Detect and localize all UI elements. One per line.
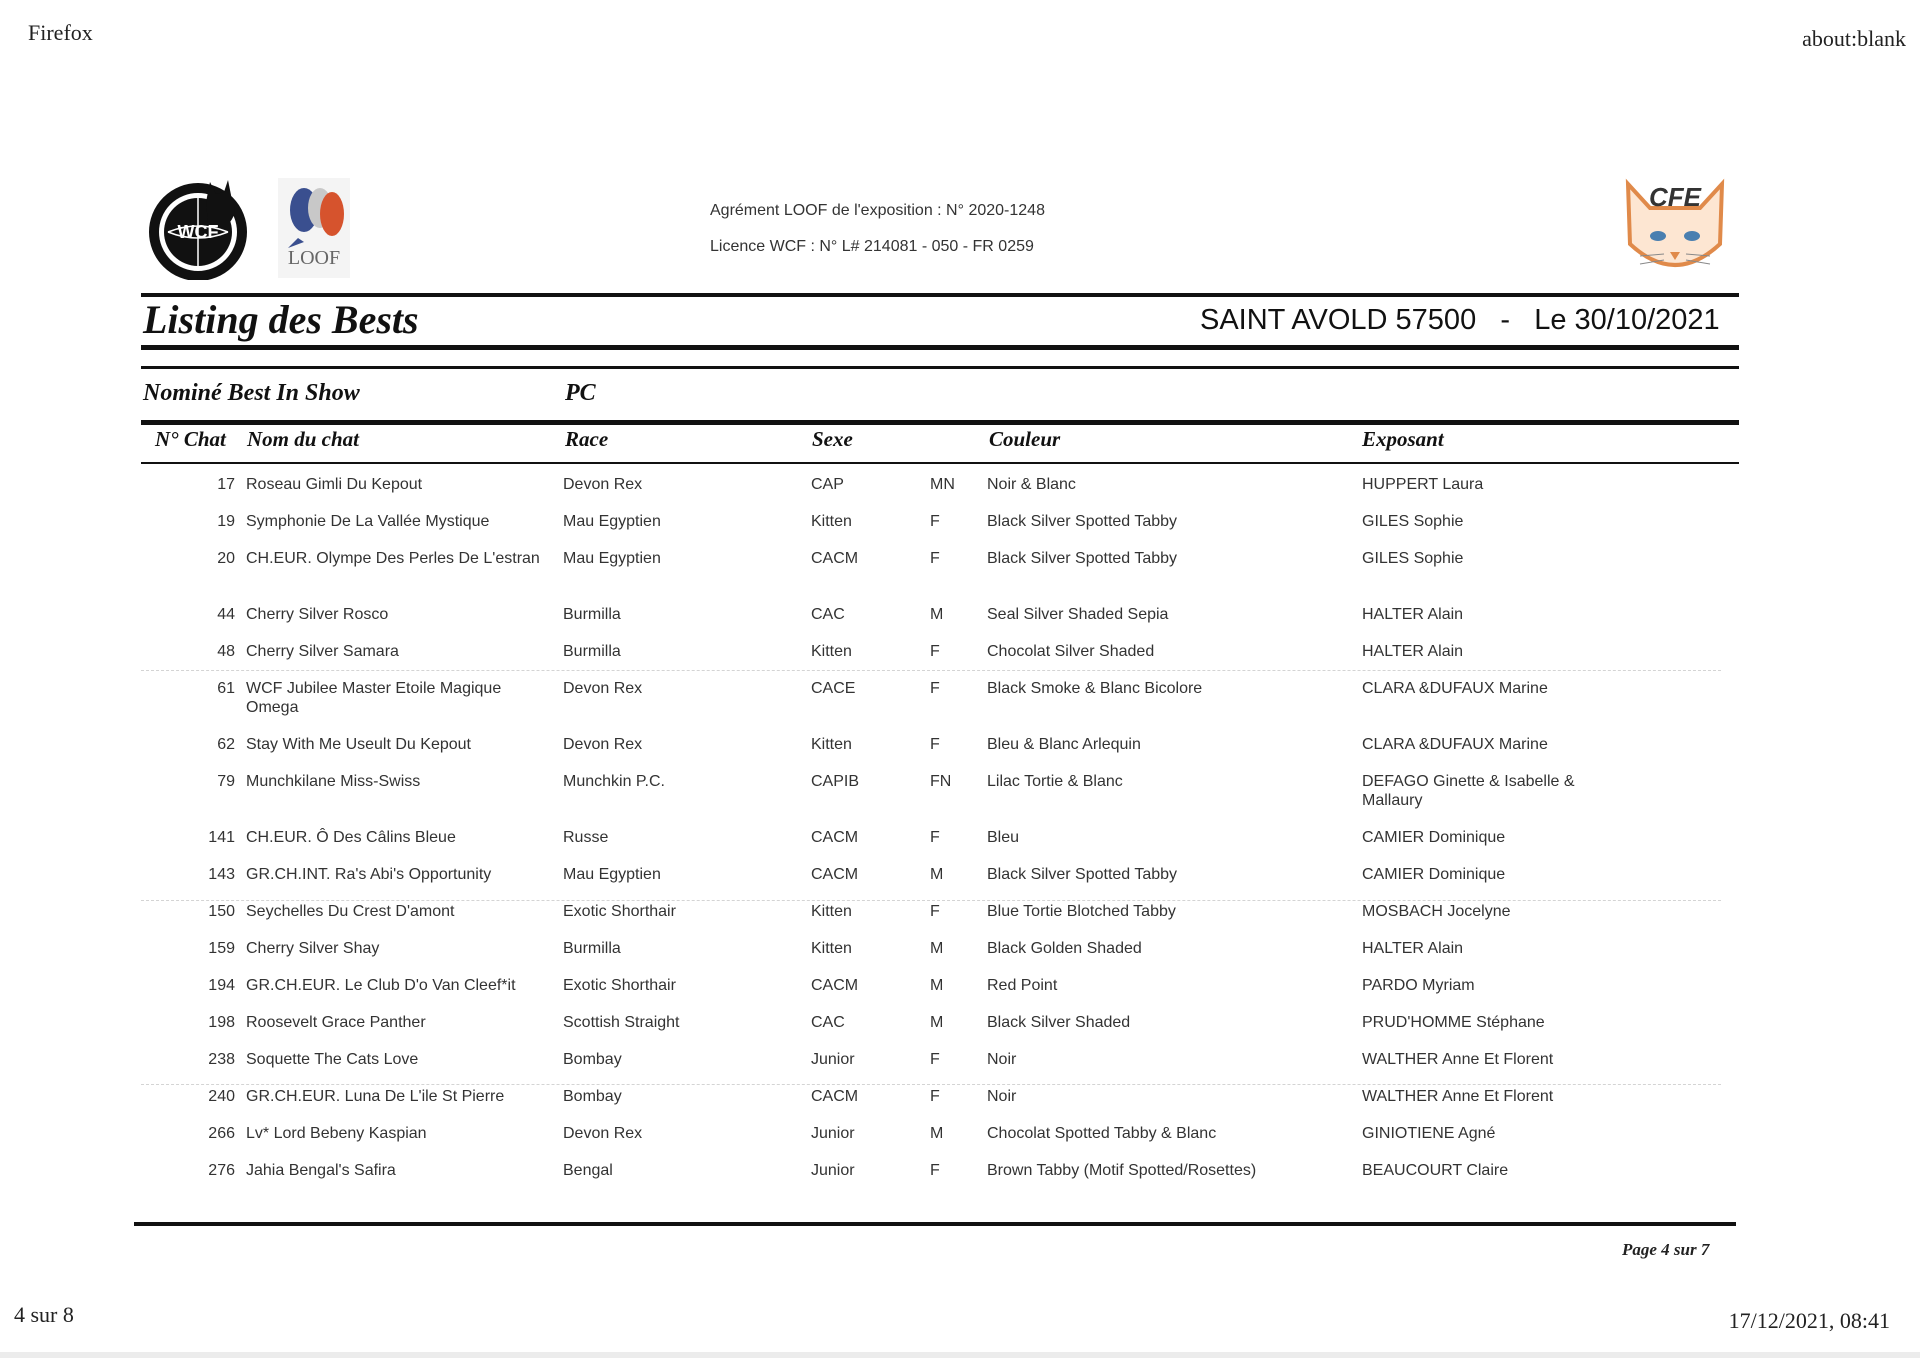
cfe-logo-text: CFE	[1649, 182, 1701, 212]
cell-name: Lv* Lord Bebeny Kaspian	[246, 1125, 427, 1142]
cell-sex: F	[930, 829, 940, 846]
cell-name: Roseau Gimli Du Kepout	[246, 476, 423, 493]
cell-num: 159	[208, 940, 235, 957]
cell-race: Mau Egyptien	[563, 513, 661, 530]
cell-name: WCF Jubilee Master Etoile Magique Omega	[246, 680, 502, 716]
cell-class: CACM	[811, 829, 859, 846]
cell-sex: F	[930, 1051, 940, 1068]
cell-name: Jahia Bengal's Safira	[246, 1162, 396, 1179]
cell-num: 19	[217, 513, 235, 530]
cell-num: 198	[208, 1014, 235, 1031]
cell-exhibitor: GILES Sophie	[1362, 513, 1464, 530]
cell-num: 150	[208, 903, 235, 920]
cell-num: 62	[217, 736, 235, 753]
cell-name: Cherry Silver Rosco	[246, 606, 389, 623]
cell-class: CACM	[811, 1088, 859, 1105]
page-title: Listing des Bests	[143, 297, 419, 342]
cell-exhibitor: HALTER Alain	[1362, 940, 1464, 957]
licence-wcf: Licence WCF : N° L# 214081 - 050 - FR 0259	[710, 238, 1034, 255]
cell-color: Red Point	[987, 977, 1058, 994]
cell-race: Burmilla	[563, 606, 621, 623]
col-header-couleur: Couleur	[989, 427, 1061, 451]
cell-class: CACM	[811, 977, 859, 994]
row-separator	[141, 900, 1721, 901]
cell-class: Junior	[811, 1051, 855, 1068]
cell-race: Munchkin P.C.	[563, 773, 665, 790]
cell-class: Kitten	[811, 736, 852, 753]
cell-num: 61	[217, 680, 235, 697]
cell-color: Brown Tabby (Motif Spotted/Rosettes)	[987, 1162, 1257, 1179]
col-header-race: Race	[565, 427, 609, 451]
cell-num: 143	[208, 866, 235, 883]
cell-exhibitor: PRUD'HOMME Stéphane	[1362, 1014, 1545, 1031]
cell-race: Bombay	[563, 1088, 622, 1105]
cell-exhibitor: WALTHER Anne Et Florent	[1362, 1088, 1554, 1105]
cell-exhibitor: CAMIER Dominique	[1362, 866, 1506, 883]
print-footer-page: 4 sur 8	[14, 1302, 74, 1327]
cell-exhibitor: CLARA &DUFAUX Marine	[1362, 680, 1548, 697]
row-separator	[141, 1084, 1721, 1085]
cell-num: 141	[208, 829, 235, 846]
print-header-app: Firefox	[28, 20, 93, 45]
cell-race: Bengal	[563, 1162, 613, 1179]
cell-color: Black Silver Spotted Tabby	[987, 866, 1178, 883]
cell-color: Black Silver Spotted Tabby	[987, 513, 1178, 530]
cell-class: CAC	[811, 606, 845, 623]
col-header-sexe: Sexe	[812, 427, 853, 451]
page-number: Page 4 sur 7	[1622, 1240, 1710, 1259]
cell-sex: F	[930, 643, 940, 660]
col-header-num: N° Chat	[155, 427, 226, 451]
cell-sex: F	[930, 680, 940, 697]
cell-num: 44	[217, 606, 235, 623]
cell-num: 20	[217, 550, 235, 567]
cell-color: Black Silver Shaded	[987, 1014, 1131, 1031]
cell-name: CH.EUR. Ô Des Câlins Bleue	[246, 829, 456, 846]
cell-name: CH.EUR. Olympe Des Perles De L'estran	[246, 550, 540, 567]
cell-name: Munchkilane Miss-Swiss	[246, 773, 421, 790]
cell-color: Chocolat Spotted Tabby & Blanc	[987, 1125, 1217, 1142]
cell-name: Seychelles Du Crest D'amont	[246, 903, 455, 920]
cell-name: Stay With Me Useult Du Kepout	[246, 736, 471, 753]
cell-color: Black Smoke & Blanc Bicolore	[987, 680, 1203, 697]
cell-num: 17	[217, 476, 235, 493]
cell-race: Scottish Straight	[563, 1014, 680, 1031]
cell-exhibitor: MOSBACH Jocelyne	[1362, 903, 1511, 920]
cell-name: Cherry Silver Shay	[246, 940, 380, 957]
cell-exhibitor: DEFAGO Ginette & Isabelle & Mallaury	[1362, 773, 1575, 809]
cell-sex: F	[930, 903, 940, 920]
cell-name: GR.CH.INT. Ra's Abi's Opportunity	[246, 866, 492, 883]
bottom-rule	[134, 1222, 1736, 1226]
cell-sex: F	[930, 513, 940, 530]
cell-color: Noir & Blanc	[987, 476, 1076, 493]
cell-color: Bleu	[987, 829, 1020, 846]
cell-color: Seal Silver Shaded Sepia	[987, 606, 1169, 623]
loof-logo	[278, 178, 350, 278]
cell-class: Kitten	[811, 903, 852, 920]
cell-class: CAP	[811, 476, 844, 493]
cell-class: Junior	[811, 1162, 855, 1179]
cell-sex: FN	[930, 773, 952, 790]
cell-race: Bombay	[563, 1051, 622, 1068]
cell-name: Roosevelt Grace Panther	[246, 1014, 426, 1031]
cell-color: Black Silver Spotted Tabby	[987, 550, 1178, 567]
cell-class: Kitten	[811, 940, 852, 957]
cell-exhibitor: HALTER Alain	[1362, 643, 1464, 660]
cell-exhibitor: CAMIER Dominique	[1362, 829, 1506, 846]
cell-sex: F	[930, 736, 940, 753]
cell-color: Noir	[987, 1051, 1017, 1068]
cell-race: Devon Rex	[563, 736, 643, 753]
cell-race: Mau Egyptien	[563, 550, 661, 567]
header-rule	[141, 462, 1739, 464]
cell-sex: M	[930, 1125, 944, 1142]
cell-num: 238	[208, 1051, 235, 1068]
cell-class: CACM	[811, 550, 859, 567]
cell-race: Devon Rex	[563, 476, 643, 493]
cell-color: Lilac Tortie & Blanc	[987, 773, 1123, 790]
cell-name: Cherry Silver Samara	[246, 643, 399, 660]
cell-class: Junior	[811, 1125, 855, 1142]
page-edge	[0, 1352, 1920, 1358]
cell-exhibitor: HALTER Alain	[1362, 606, 1464, 623]
col-header-name: Nom du chat	[247, 427, 360, 451]
category-title: Nominé Best In Show	[143, 380, 360, 406]
title-rule	[141, 345, 1739, 350]
title-rule-second	[141, 366, 1739, 369]
cell-class: CACE	[811, 680, 856, 697]
wcf-logo	[146, 176, 250, 280]
cell-sex: M	[930, 940, 944, 957]
cell-exhibitor: HUPPERT Laura	[1362, 476, 1484, 493]
cell-class: CACM	[811, 866, 859, 883]
wcf-logo-text: WCF	[177, 222, 219, 242]
print-header-url: about:blank	[1802, 26, 1906, 51]
cell-race: Exotic Shorthair	[563, 903, 676, 920]
category-subtitle: PC	[565, 380, 596, 406]
cell-exhibitor: WALTHER Anne Et Florent	[1362, 1051, 1554, 1068]
loof-logo-text: LOOF	[287, 247, 341, 269]
cell-num: 240	[208, 1088, 235, 1105]
cell-exhibitor: CLARA &DUFAUX Marine	[1362, 736, 1548, 753]
cell-race: Mau Egyptien	[563, 866, 661, 883]
cell-race: Burmilla	[563, 940, 621, 957]
cell-race: Exotic Shorthair	[563, 977, 676, 994]
cell-sex: F	[930, 1088, 940, 1105]
cell-num: 266	[208, 1125, 235, 1142]
cell-name: GR.CH.EUR. Luna De L'ile St Pierre	[246, 1088, 505, 1105]
cell-name: Soquette The Cats Love	[246, 1051, 419, 1068]
cell-exhibitor: GINIOTIENE Agné	[1362, 1125, 1496, 1142]
cell-sex: M	[930, 977, 944, 994]
cell-race: Devon Rex	[563, 1125, 643, 1142]
cell-num: 194	[208, 977, 235, 994]
cell-sex: F	[930, 1162, 940, 1179]
col-header-exposant: Exposant	[1362, 427, 1444, 451]
cfe-logo	[1620, 174, 1730, 290]
cell-exhibitor: BEAUCOURT Claire	[1362, 1162, 1509, 1179]
cell-name: Symphonie De La Vallée Mystique	[246, 513, 490, 530]
category-rule	[141, 420, 1739, 425]
cell-name: GR.CH.EUR. Le Club D'o Van Cleef*it	[246, 977, 516, 994]
cell-color: Chocolat Silver Shaded	[987, 643, 1155, 660]
cell-race: Russe	[563, 829, 609, 846]
cell-exhibitor: GILES Sophie	[1362, 550, 1464, 567]
cell-class: CAPIB	[811, 773, 860, 790]
cell-color: Noir	[987, 1088, 1017, 1105]
cell-class: CAC	[811, 1014, 845, 1031]
cell-num: 79	[217, 773, 235, 790]
row-separator	[141, 670, 1721, 671]
cell-color: Bleu & Blanc Arlequin	[987, 736, 1141, 753]
cell-sex: MN	[930, 476, 955, 493]
cell-race: Burmilla	[563, 643, 621, 660]
cell-race: Devon Rex	[563, 680, 643, 697]
cell-num: 276	[208, 1162, 235, 1179]
cell-sex: M	[930, 866, 944, 883]
cell-sex: M	[930, 1014, 944, 1031]
place-date: SAINT AVOLD 57500 - Le 30/10/2021	[1200, 304, 1720, 336]
cell-num: 48	[217, 643, 235, 660]
agrement-loof: Agrément LOOF de l'exposition : N° 2020-1248	[710, 202, 1045, 219]
cell-color: Black Golden Shaded	[987, 940, 1142, 957]
cell-exhibitor: PARDO Myriam	[1362, 977, 1475, 994]
cell-sex: F	[930, 550, 940, 567]
cell-class: Kitten	[811, 513, 852, 530]
cell-color: Blue Tortie Blotched Tabby	[987, 903, 1176, 920]
cell-class: Kitten	[811, 643, 852, 660]
cell-sex: M	[930, 606, 944, 623]
print-footer-datetime: 17/12/2021, 08:41	[1728, 1308, 1890, 1333]
